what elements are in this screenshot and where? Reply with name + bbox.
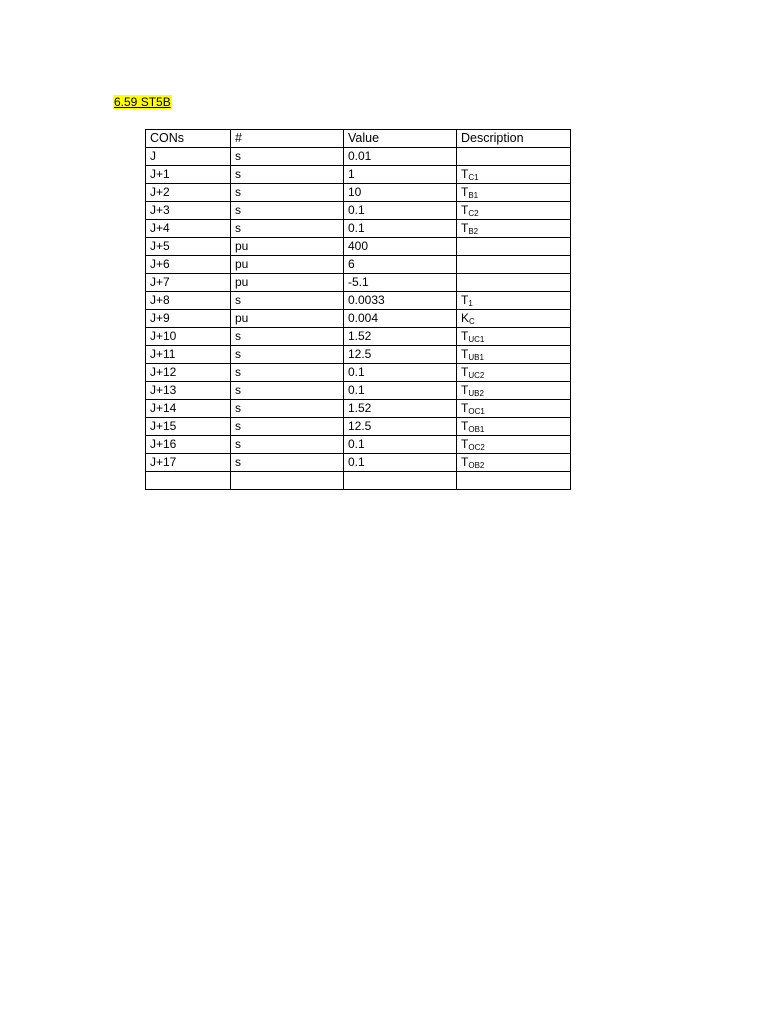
cell-cons: J+2 — [146, 184, 231, 202]
section-heading: 6.59 ST5B — [114, 95, 171, 109]
cell-description — [457, 202, 571, 220]
table-row — [146, 256, 571, 274]
cell-unit: s — [231, 346, 344, 364]
cell-cons: J+11 — [146, 346, 231, 364]
cell-unit: s — [231, 418, 344, 436]
description-subscript: UC1 — [468, 335, 485, 344]
description-symbol: T — [461, 293, 469, 307]
cell-unit: s — [231, 166, 344, 184]
cell-unit: pu — [231, 238, 344, 256]
description-symbol: K — [461, 311, 470, 325]
table-row — [146, 328, 571, 346]
description-subscript: 1 — [468, 299, 473, 308]
cell-value: 0.1 — [344, 364, 457, 382]
description-subscript: OC1 — [468, 407, 485, 416]
description-symbol: T — [461, 365, 469, 379]
description-subscript: OB1 — [468, 425, 485, 434]
table-row — [146, 454, 571, 472]
description-subscript: OC2 — [468, 443, 485, 452]
cell-value — [344, 472, 457, 490]
cell-value: 12.5 — [344, 346, 457, 364]
cell-cons: J+12 — [146, 364, 231, 382]
description-symbol: T — [461, 419, 469, 433]
description-symbol: T — [461, 383, 469, 397]
cell-cons: J+14 — [146, 400, 231, 418]
description-symbol: T — [461, 185, 469, 199]
header-cons: CONs — [146, 130, 231, 148]
table-row — [146, 436, 571, 454]
cell-unit: pu — [231, 256, 344, 274]
cell-value: 0.004 — [344, 310, 457, 328]
cell-cons: J+7 — [146, 274, 231, 292]
cell-value: 1.52 — [344, 328, 457, 346]
cell-description — [457, 346, 571, 364]
cell-value: 1 — [344, 166, 457, 184]
cell-value: 1.52 — [344, 400, 457, 418]
cell-value: 6 — [344, 256, 457, 274]
cell-cons: J — [146, 148, 231, 166]
cell-cons: J+15 — [146, 418, 231, 436]
table-row — [146, 220, 571, 238]
table-row — [146, 292, 571, 310]
cell-description — [457, 310, 571, 328]
cell-cons: J+6 — [146, 256, 231, 274]
cell-cons — [146, 472, 231, 490]
cell-unit: s — [231, 220, 344, 238]
cell-cons: J+9 — [146, 310, 231, 328]
description-subscript: C2 — [468, 209, 479, 218]
cell-description — [457, 418, 571, 436]
description-symbol: T — [461, 221, 469, 235]
cell-description — [457, 472, 571, 490]
table-row — [146, 274, 571, 292]
cell-value: 400 — [344, 238, 457, 256]
cell-cons: J+5 — [146, 238, 231, 256]
cell-unit: pu — [231, 310, 344, 328]
cell-description — [457, 454, 571, 472]
description-subscript: UC2 — [468, 371, 485, 380]
table-row — [146, 148, 571, 166]
description-subscript: B1 — [468, 191, 479, 200]
table-row — [146, 202, 571, 220]
cell-value: 0.01 — [344, 148, 457, 166]
description-symbol: T — [461, 203, 469, 217]
cell-unit: s — [231, 292, 344, 310]
cell-unit: s — [231, 400, 344, 418]
table-row — [146, 472, 571, 490]
cell-unit: s — [231, 364, 344, 382]
description-symbol: T — [461, 437, 469, 451]
table-row — [146, 310, 571, 328]
cell-value: 0.0033 — [344, 292, 457, 310]
cell-cons: J+4 — [146, 220, 231, 238]
table-header-row — [146, 130, 571, 148]
cell-cons: J+16 — [146, 436, 231, 454]
cell-value: 0.1 — [344, 382, 457, 400]
cell-description — [457, 184, 571, 202]
table-row — [146, 418, 571, 436]
header-unit: # — [231, 130, 344, 148]
description-symbol: T — [461, 401, 469, 415]
cell-unit: s — [231, 184, 344, 202]
cell-unit: pu — [231, 274, 344, 292]
cell-cons: J+1 — [146, 166, 231, 184]
table-row — [146, 364, 571, 382]
cell-description — [457, 166, 571, 184]
cell-value: 0.1 — [344, 454, 457, 472]
description-symbol: T — [461, 347, 469, 361]
cell-unit: s — [231, 328, 344, 346]
cell-cons: J+13 — [146, 382, 231, 400]
cell-description — [457, 256, 571, 274]
description-subscript: C1 — [468, 173, 479, 182]
cell-value: 10 — [344, 184, 457, 202]
description-symbol: T — [461, 329, 469, 343]
cell-value: 0.1 — [344, 436, 457, 454]
cell-cons: J+3 — [146, 202, 231, 220]
cell-value: -5.1 — [344, 274, 457, 292]
cell-unit: s — [231, 436, 344, 454]
cell-description — [457, 274, 571, 292]
cell-description — [457, 436, 571, 454]
table-row — [146, 238, 571, 256]
description-symbol: T — [461, 455, 469, 469]
cell-cons: J+10 — [146, 328, 231, 346]
header-value: Value — [344, 130, 457, 148]
cell-cons: J+17 — [146, 454, 231, 472]
cell-description — [457, 148, 571, 166]
cell-value: 0.1 — [344, 202, 457, 220]
table-row — [146, 400, 571, 418]
cell-description — [457, 238, 571, 256]
cell-description — [457, 400, 571, 418]
cell-unit: s — [231, 148, 344, 166]
description-subscript: UB2 — [468, 389, 484, 398]
cell-cons: J+8 — [146, 292, 231, 310]
cell-description — [457, 220, 571, 238]
description-subscript: B2 — [468, 227, 479, 236]
cell-value: 0.1 — [344, 220, 457, 238]
table-row — [146, 346, 571, 364]
parameters-table — [145, 129, 571, 490]
cell-unit: s — [231, 382, 344, 400]
description-symbol: T — [461, 167, 469, 181]
description-subscript: C — [469, 317, 475, 326]
table-body — [146, 148, 571, 490]
cell-unit: s — [231, 454, 344, 472]
cell-description — [457, 364, 571, 382]
header-description: Description — [457, 130, 571, 148]
cell-value: 12.5 — [344, 418, 457, 436]
description-subscript: OB2 — [468, 461, 485, 470]
table-row — [146, 166, 571, 184]
description-subscript: UB1 — [468, 353, 484, 362]
table-row — [146, 184, 571, 202]
cell-description — [457, 292, 571, 310]
cell-unit: s — [231, 202, 344, 220]
table-row — [146, 382, 571, 400]
cell-description — [457, 382, 571, 400]
cell-description — [457, 328, 571, 346]
cell-unit — [231, 472, 344, 490]
